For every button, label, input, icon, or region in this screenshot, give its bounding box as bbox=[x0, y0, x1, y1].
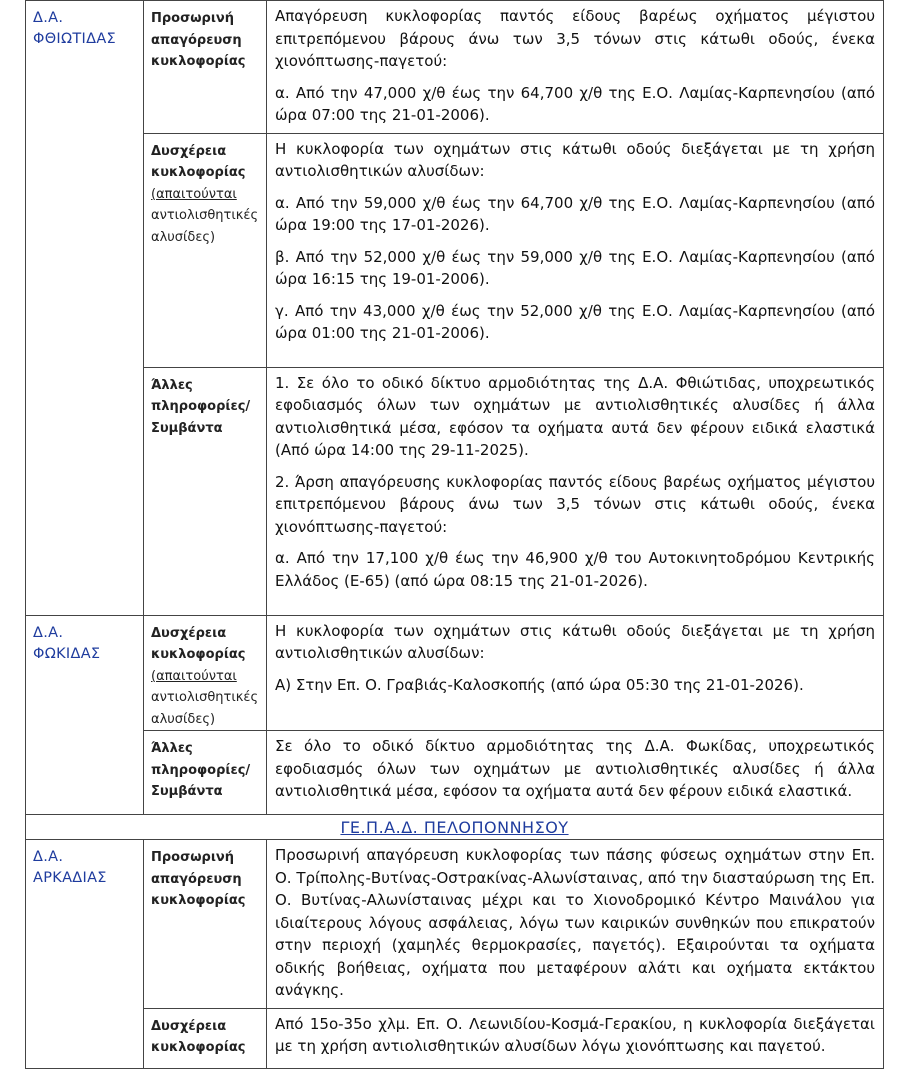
detail-paragraph: Α) Στην Επ. Ο. Γραβιάς-Καλοσκοπής (από ώρα 05:30 της 21-01-2026). bbox=[275, 675, 804, 694]
category-note: αλυσίδες) bbox=[151, 229, 216, 245]
detail-paragraph: Η κυκλοφορία των οχημάτων στις κάτωθι οδούς διεξάγεται με τη χρήση αντιολισθητικών αλυσίδων: bbox=[275, 139, 875, 180]
category-cell bbox=[144, 731, 267, 815]
detail-paragraph: Από 15ο-35ο χλμ. Επ. Ο. Λεωνιδίου-Κοσμά-Γερακίου, η κυκλοφορία διεξάγεται με τη χρήση αντιολισθητικών αλυσίδων λόγω χιονόπτωσης και παγετού. bbox=[275, 1014, 875, 1055]
table-row bbox=[26, 815, 884, 840]
area-name: ΑΡΚΑΔΙΑΣ bbox=[33, 870, 107, 886]
category-line: Συμβάντα bbox=[151, 784, 223, 799]
area-cell-fokida bbox=[26, 615, 144, 815]
area-name: ΦΘΙΩΤΙΔΑΣ bbox=[33, 31, 117, 47]
category-line: κυκλοφορίας bbox=[151, 54, 246, 69]
category-line: Άλλες bbox=[151, 377, 193, 393]
area-label: Δ.Α. bbox=[33, 624, 64, 641]
category-line: Άλλες bbox=[151, 741, 193, 756]
category-note: αντιολισθητικές bbox=[151, 208, 259, 223]
detail-paragraph: 1. Σε όλο το οδικό δίκτυο αρμοδιότητας της Δ.Α. Φθιώτιδας, υποχρεωτικός εφοδιασμός όλων των οχημάτων με αντιολισθητικές αλυσίδες ή άλλα αντιολισθητικά μέσα, εφόσον τα οχήματα αυτά δεν φέρουν ειδικά ελαστικά (Από ώρα 14:00 της 29-11-2025). bbox=[275, 373, 875, 459]
details-cell bbox=[267, 367, 884, 615]
category-line: απαγόρευση bbox=[151, 32, 242, 48]
details-cell bbox=[267, 840, 884, 1009]
category-line: πληροφορίες/ bbox=[151, 399, 251, 414]
category-cell bbox=[144, 1008, 267, 1068]
category-line: Προσωρινή bbox=[151, 11, 235, 26]
category-line: Δυσχέρεια bbox=[151, 1018, 227, 1034]
category-cell bbox=[144, 840, 267, 1009]
detail-paragraph: 2. Άρση απαγόρευσης κυκλοφορίας παντός είδους βαρέως οχήματος μέγιστου επιτρεπόμενου βάρους άνω των 3,5 τόνων στις κάτωθι οδούς, ένεκα χιονόπτωσης-παγετού: bbox=[275, 472, 875, 536]
details-cell bbox=[267, 731, 884, 815]
table-row bbox=[26, 133, 884, 367]
details-cell bbox=[267, 1008, 884, 1068]
detail-paragraph: Απαγόρευση κυκλοφορίας παντός είδους βαρέως οχήματος μέγιστου επιτρεπόμενου βάρους άνω των 3,5 τόνων στις κάτωθι οδούς, ένεκα χιονόπτωσης-παγετού: bbox=[275, 7, 875, 70]
category-note: (απαιτούνται bbox=[151, 668, 237, 684]
detail-paragraph: α. Από την 59,000 χ/θ έως την 64,700 χ/θ της Ε.Ο. Λαμίας-Καρπενησίου (από ώρα 19:00 της 17-01-2026). bbox=[275, 193, 875, 234]
detail-paragraph: α. Από την 17,100 χ/θ έως την 46,900 χ/θ του Αυτοκινητοδρόμου Κεντρικής Ελλάδος (Ε-65) (από ώρα 08:15 της 21-01-2026). bbox=[275, 549, 875, 590]
category-line: κυκλοφορίας bbox=[151, 1040, 246, 1055]
category-note: αλυσίδες) bbox=[151, 711, 216, 727]
category-line: Δυσχέρεια bbox=[151, 625, 227, 641]
table-row bbox=[26, 1, 884, 134]
table-row bbox=[26, 1008, 884, 1068]
category-line: απαγόρευση bbox=[151, 871, 242, 887]
category-note: αντιολισθητικές bbox=[151, 690, 259, 705]
details-cell bbox=[267, 1, 884, 134]
category-line: Δυσχέρεια bbox=[151, 143, 227, 159]
detail-paragraph: α. Από την 47,000 χ/θ έως την 64,700 χ/θ της Ε.Ο. Λαμίας-Καρπενησίου (από ώρα 07:00 της 21-01-2006). bbox=[275, 83, 875, 124]
detail-paragraph: Σε όλο το οδικό δίκτυο αρμοδιότητας της Δ.Α. Φωκίδας, υποχρεωτικός εφοδιασμός όλων των οχημάτων με αντιολισθητικές αλυσίδες ή άλλα αντιολισθητικά μέσα, εφόσον τα οχήματα αυτά δεν φέρουν ειδικά ελαστικά. bbox=[275, 737, 875, 800]
region-title: ΓΕ.Π.Α.Δ. ΠΕΛΟΠΟΝΝΗΣΟΥ bbox=[340, 818, 569, 837]
detail-paragraph: Προσωρινή απαγόρευση κυκλοφορίας των πάσης φύσεως οχημάτων στην Επ. Ο. Τρίπολης-Βυτίνας-Οστρακίνας-Αλωνίσταινας, από την διασταύρωση της Επ. Ο. Βυτίνας-Αλωνίσταινας μέχρι και το Χιονοδρομικό Κέντρο Μαινάλου για ιδιαίτερους λόγους ασφάλειας, λόγω των καιρικών συνθηκών που επικρατούν στην περιοχή (χαμηλές θερμοκρασίες, παγετός). Εξαιρούνται τα οχήματα οδικής βοήθειας, οχήματα που μεταφέρουν αλάτι και οχήματα εκτάκτου ανάγκης. bbox=[275, 846, 875, 999]
road-conditions-table bbox=[25, 0, 884, 1069]
table-row bbox=[26, 367, 884, 615]
table-row bbox=[26, 731, 884, 815]
category-line: κυκλοφορίας bbox=[151, 647, 246, 662]
category-line: κυκλοφορίας bbox=[151, 165, 246, 180]
area-cell-arkadia bbox=[26, 840, 144, 1069]
category-line: Συμβάντα bbox=[151, 420, 223, 436]
table-row bbox=[26, 840, 884, 1009]
area-label: Δ.Α. bbox=[33, 849, 64, 865]
category-cell bbox=[144, 615, 267, 731]
table-row bbox=[26, 615, 884, 731]
category-cell bbox=[144, 133, 267, 367]
details-cell bbox=[267, 615, 884, 731]
area-name: ΦΩΚΙΔΑΣ bbox=[33, 645, 101, 662]
category-cell bbox=[144, 367, 267, 615]
detail-paragraph: β. Από την 52,000 χ/θ έως την 59,000 χ/θ της Ε.Ο. Λαμίας-Καρπενησίου (από ώρα 16:15 της 19-01-2006). bbox=[275, 247, 875, 288]
category-line: κυκλοφορίας bbox=[151, 893, 246, 908]
area-label: Δ.Α. bbox=[33, 10, 64, 26]
area-cell-fthiotida bbox=[26, 1, 144, 616]
region-heading bbox=[26, 815, 884, 840]
category-note: (απαιτούνται bbox=[151, 186, 237, 202]
detail-paragraph: Η κυκλοφορία των οχημάτων στις κάτωθι οδούς διεξάγεται με τη χρήση αντιολισθητικών αλυσίδων: bbox=[275, 621, 875, 662]
category-line: Προσωρινή bbox=[151, 850, 235, 865]
detail-paragraph: γ. Από την 43,000 χ/θ έως την 52,000 χ/θ της Ε.Ο. Λαμίας-Καρπενησίου (από ώρα 01:00 της 21-01-2006). bbox=[275, 301, 875, 342]
category-line: πληροφορίες/ bbox=[151, 762, 251, 778]
category-cell bbox=[144, 1, 267, 134]
details-cell bbox=[267, 133, 884, 367]
